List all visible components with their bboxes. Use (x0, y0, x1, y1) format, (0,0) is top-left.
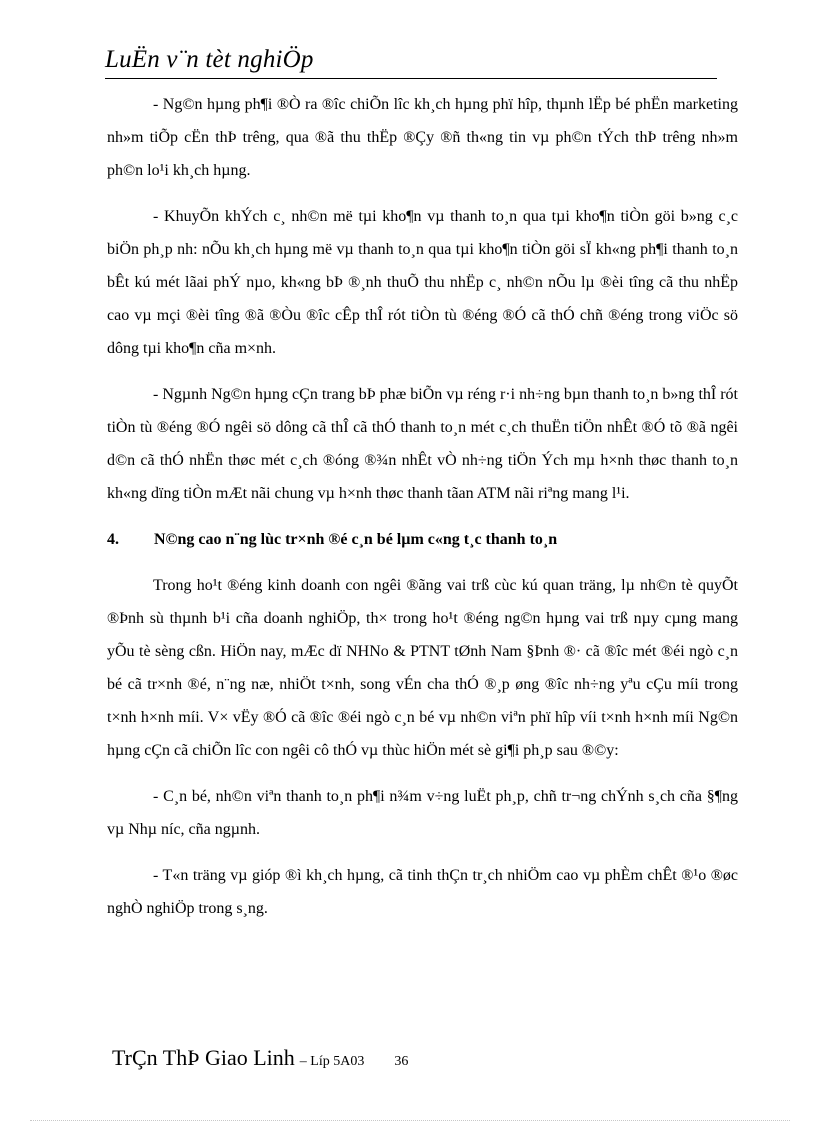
page-bottom-edge (30, 1120, 790, 1121)
page-footer (112, 1045, 408, 1071)
paragraph: - Ng©n hµng ph¶i ®Ò ra ®îc chiÕn lîc kh¸ch hµng phï hîp, thµnh lËp bé phËn marketing nh»m tiÕp cËn thÞ trêng, qua ®ã thu thËp ®Çy ®ñ th«ng tin vµ ph©n tÝch thÞ trêng nh»m ph©n lo¹i kh¸ch hµng. (107, 96, 738, 179)
paragraph: - C¸n bé, nh©n viªn thanh to¸n ph¶i n¾m v÷ng luËt ph¸p, chñ tr¬ng chÝnh s¸ch cña §¶ng vµ Nhµ níc, cña ngµnh. (107, 788, 738, 838)
page-header-title: LuËn v¨n tèt nghiÖp (105, 46, 314, 73)
footer-author: TrÇn ThÞ Giao Linh (112, 1045, 295, 1070)
section-title: N©ng cao n¨ng lùc tr×nh ®é c¸n bé lµm c«ng t¸c thanh to¸n (154, 531, 558, 548)
footer-class: – Líp 5A03 (299, 1054, 365, 1069)
paragraph: - Ngµnh Ng©n hµng cÇn trang bÞ phæ biÕn vµ réng r·i nh÷ng bµn thanh to¸n b»ng thÎ rót tiÒn tù ®éng ®Ó ngêi sö dông cã thÎ cã thÓ thanh to¸n mét c¸ch thuËn tiÖn nhÊt ®Ó tõ ®ã ngêi d©n cã thÓ nhËn thøc mét c¸ch ®óng ®¾n nhÊt vÒ nh÷ng tiÖn Ých mµ h×nh thøc thanh to¸n kh«ng dïng tiÒn mÆt nãi chung vµ h×nh thøc thanh tãan ATM nãi riªng mang l¹i. (107, 386, 738, 502)
section-heading (107, 523, 738, 556)
page-number: 36 (394, 1054, 409, 1069)
section-number: 4. (107, 531, 119, 548)
paragraph: Trong ho¹t ®éng kinh doanh con ngêi ®ãng vai trß cùc kú quan träng, lµ nh©n tè quyÕt ®Þnh sù thµnh b¹i cña doanh nghiÖp, th× trong ho¹t ®éng ng©n hµng vai trß nµy cµng mang yÕu tè sèng cßn. HiÖn nay, mÆc dï NHNo & PTNT tØnh Nam §Þnh ®· cã ®îc mét ®éi ngò c¸n bé cã tr×nh ®é, n¨ng næ, nhiÖt t×nh, song vÉn cha thÓ ®¸p øng ®îc nh÷ng yªu cÇu míi trong t×nh h×nh míi. V× vËy ®Ó cã ®îc ®éi ngò c¸n bé vµ nh©n viªn phï hîp víi t×nh h×nh míi Ng©n hµng cÇn cã chiÕn lîc con ngêi cô thÓ vµ thùc hiÖn mét sè gi¶i ph¸p sau ®©y: (107, 577, 738, 759)
paragraph: - KhuyÕn khÝch c¸ nh©n më tµi kho¶n vµ thanh to¸n qua tµi kho¶n tiÒn göi b»ng c¸c biÖn ph¸p nh: nÕu kh¸ch hµng më vµ thanh to¸n qua tµi kho¶n tiÒn göi sÏ kh«ng ph¶i thanh to¸n bÊt kú mét lãai phÝ nµo, kh«ng bÞ ®¸nh thuÕ thu nhËp c¸ nh©n nÕu lµ ®èi tîng cã thu nhËp cao vµ mçi ®èi tîng ®ã ®Òu ®îc cÊp thÎ rót tiÒn tù ®éng ®Ó cã thÓ chñ ®éng trong viÖc sö dông tµi kho¶n cña m×nh. (107, 208, 738, 357)
paragraph: - T«n träng vµ gióp ®ì kh¸ch hµng, cã tinh thÇn tr¸ch nhiÖm cao vµ phÈm chÊt ®¹o ®øc nghÒ nghiÖp trong s¸ng. (107, 867, 738, 917)
body-text (107, 88, 738, 938)
header-rule (105, 78, 717, 79)
